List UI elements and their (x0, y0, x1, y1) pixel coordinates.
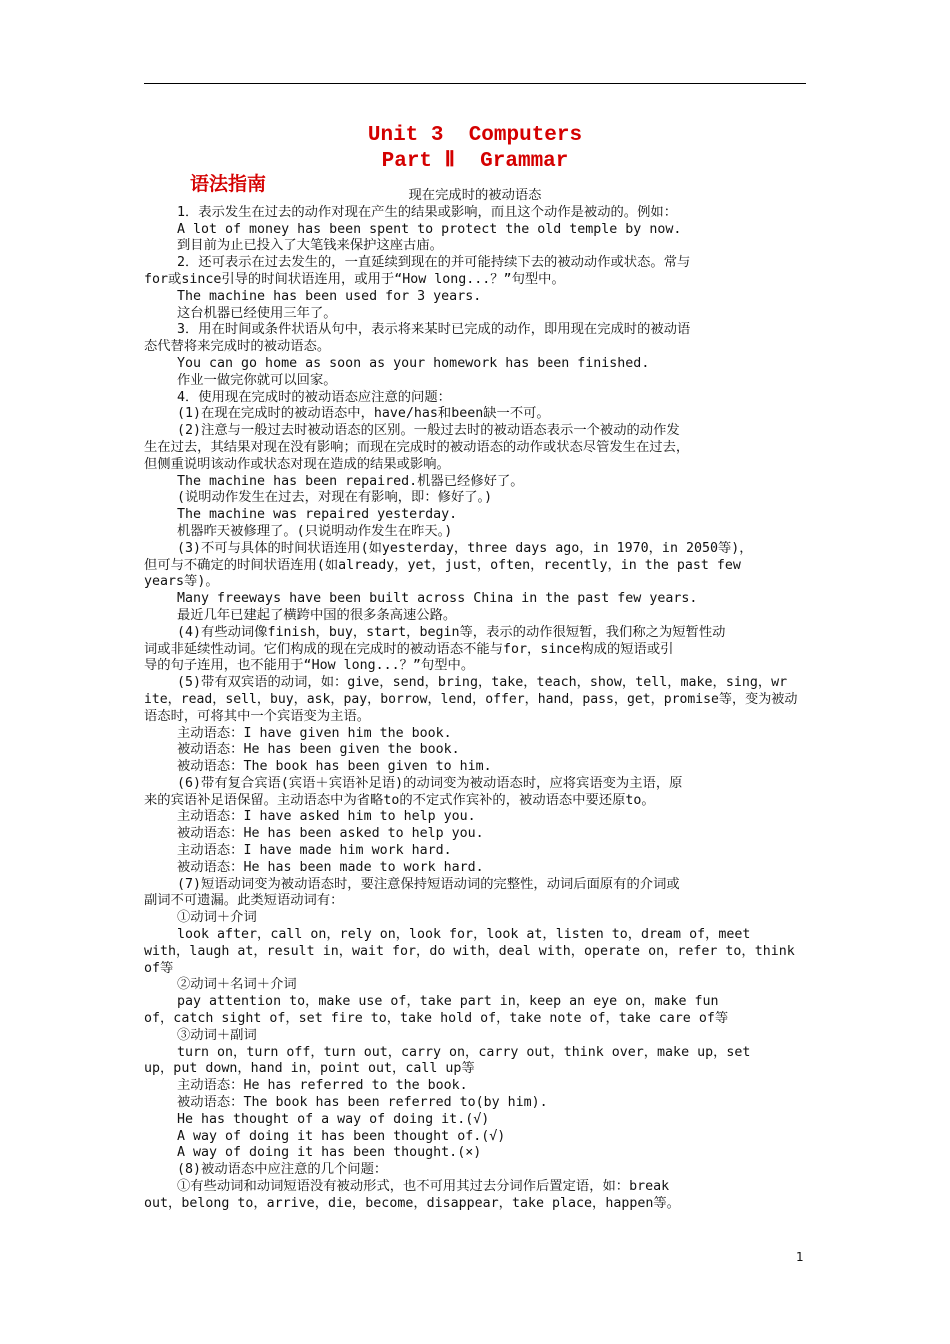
text-line: 这台机器已经使用三年了。 (177, 305, 337, 321)
text-line: 生在过去，其结果对现在没有影响；而现在完成时的被动语态的动作或状态尽管发生在过去， (144, 439, 690, 455)
text-line: 主动语态：He has referred to the book. (177, 1078, 468, 1094)
text-line: 来的宾语补足语保留。主动语态中为省略to的不定式作宾补的，被动语态中要还原to。 (144, 792, 655, 808)
text-line: ①动词＋介词 (177, 910, 257, 926)
text-line: 副词不可遗漏。此类短语动词有： (144, 893, 344, 909)
section-heading: 语法指南 (190, 173, 267, 195)
text-line: 但可与不确定的时间状语连用(如already，yet，just，often，recently，in the past few (144, 557, 741, 573)
text-line: 被动语态：He has been asked to help you. (177, 826, 484, 842)
text-line: ite，read，sell，buy，ask，pay，borrow，lend，offer，hand，pass，get，promise等，变为被动 (144, 691, 798, 707)
text-line: 被动语态：He has been made to work hard. (177, 859, 484, 875)
text-line: 到目前为止已投入了大笔钱来保护这座古庙。 (177, 238, 443, 254)
text-line: (1)在现在完成时的被动语态中，have/has和been缺一不可。 (177, 406, 550, 422)
text-line: years等)。 (144, 574, 219, 590)
text-line: (3)不可与具体的时间状语连用(如yesterday，three days ago，in 1970，in 2050等)， (177, 540, 753, 556)
text-line: look after，call on，rely on，look for，look at，listen to，dream of，meet (177, 927, 751, 943)
text-line: A way of doing it has been thought.(×) (177, 1145, 482, 1161)
text-line: for或since引导的时间状语连用，或用于“How long...？”句型中。 (144, 271, 565, 287)
text-line: 主动语态：I have given him the book. (177, 725, 452, 741)
text-line: Many freeways have been built across China in the past few years. (177, 591, 698, 607)
text-line: ③动词＋副词 (177, 1027, 257, 1043)
text-line: (5)带有双宾语的动词，如：give，send，bring，take，teach，show，tell，make，sing，wr (177, 675, 788, 691)
text-line: 词或非延续性动词。它们构成的现在完成时的被动语态不能与for，since构成的短语或引 (144, 641, 674, 657)
text-line: You can go home as soon as your homework has been finished. (177, 355, 650, 371)
text-line: 主动语态：I have asked him to help you. (177, 809, 476, 825)
text-line: 2．还可表示在过去发生的，一直延续到现在的并可能持续下去的被动动作或状态。常与 (177, 255, 691, 271)
text-line: 最近几年已建起了横跨中国的很多条高速公路。 (177, 607, 457, 623)
text-line: 作业一做完你就可以回家。 (177, 372, 337, 388)
text-line: The machine has been used for 3 years. (177, 288, 482, 304)
text-line: 但侧重说明该动作或状态对现在造成的结果或影响。 (144, 456, 450, 472)
text-line: 被动语态：The book has been given to him. (177, 759, 492, 775)
text-line: pay attention to，make use of，take part in，keep an eye on，make fun (177, 994, 719, 1010)
doc-title: Unit 3 Computers (367, 124, 583, 147)
text-line: 现在完成时的被动语态 (408, 188, 542, 203)
text-line: The machine was repaired yesterday. (177, 507, 458, 523)
text-line: (4)有些动词像finish，buy，start，begin等，表示的动作很短暂，我们称之为短暂性动 (177, 624, 726, 640)
text-line: of等 (144, 960, 174, 976)
text-line: 导的句子连用，也不能用于“How long...？”句型中。 (144, 658, 475, 674)
text-line: out，belong to，arrive，die，become，disappear，take place，happen等。 (144, 1195, 680, 1211)
text-line: 被动语态：He has been given the book. (177, 742, 460, 758)
text-line: 1．表示发生在过去的动作对现在产生的结果或影响，而且这个动作是被动的。例如： (177, 204, 677, 220)
text-line: A lot of money has been spent to protect the old temple by now. (177, 221, 682, 237)
text-line: 被动语态：The book has been referred to(by him). (177, 1095, 548, 1111)
text-line: 机器昨天被修理了。(只说明动作发生在昨天。) (177, 523, 453, 539)
doc-subtitle: Part Ⅱ Grammar (381, 150, 569, 173)
text-line: 4．使用现在完成时的被动语态应注意的问题： (177, 389, 451, 405)
text-line: (说明动作发生在过去，对现在有影响，即：修好了。) (177, 490, 493, 506)
text-line: up，put down，hand in，point out，call up等 (144, 1061, 475, 1077)
text-line: 态代替将来完成时的被动语态。 (144, 339, 331, 355)
text-line: (7)短语动词变为被动语态时，要注意保持短语动词的完整性，动词后面原有的介词或 (177, 876, 680, 892)
text-line: turn on，turn off，turn out，carry on，carry out，think over，make up，set (177, 1044, 751, 1060)
text-line: He has thought of a way of doing it.(√) (177, 1111, 490, 1127)
document-body (144, 188, 806, 1213)
text-line: ②动词＋名词＋介词 (177, 977, 297, 993)
text-line: 语态时，可将其中一个宾语变为主语。 (144, 708, 371, 724)
text-line: (2)注意与一般过去时被动语态的区别。一般过去时的被动语态表示一个被动的动作发 (177, 423, 680, 439)
text-line: of，catch sight of，set fire to，take hold of，take note of，take care of等 (144, 1011, 729, 1027)
text-line: The machine has been repaired.机器已经修好了。 (177, 473, 524, 489)
text-line: ①有些动词和动词短语没有被动形式，也不可用其过去分词作后置定语，如：break (177, 1179, 670, 1195)
text-line: 主动语态：I have made him work hard. (177, 843, 452, 859)
text-line: 3．用在时间或条件状语从句中，表示将来某时已完成的动作，即用现在完成时的被动语 (177, 322, 691, 338)
text-line: (8)被动语态中应注意的几个问题： (177, 1162, 388, 1178)
page-number: 1 (796, 1250, 804, 1264)
text-line: (6)带有复合宾语(宾语＋宾语补足语)的动词变为被动语态时，应将宾语变为主语，原 (177, 775, 683, 791)
text-line: with，laugh at，result in，wait for，do with，deal with，operate on，refer to，think (144, 943, 795, 959)
header-rule (144, 83, 806, 84)
text-line: A way of doing it has been thought of.(√) (177, 1128, 506, 1144)
